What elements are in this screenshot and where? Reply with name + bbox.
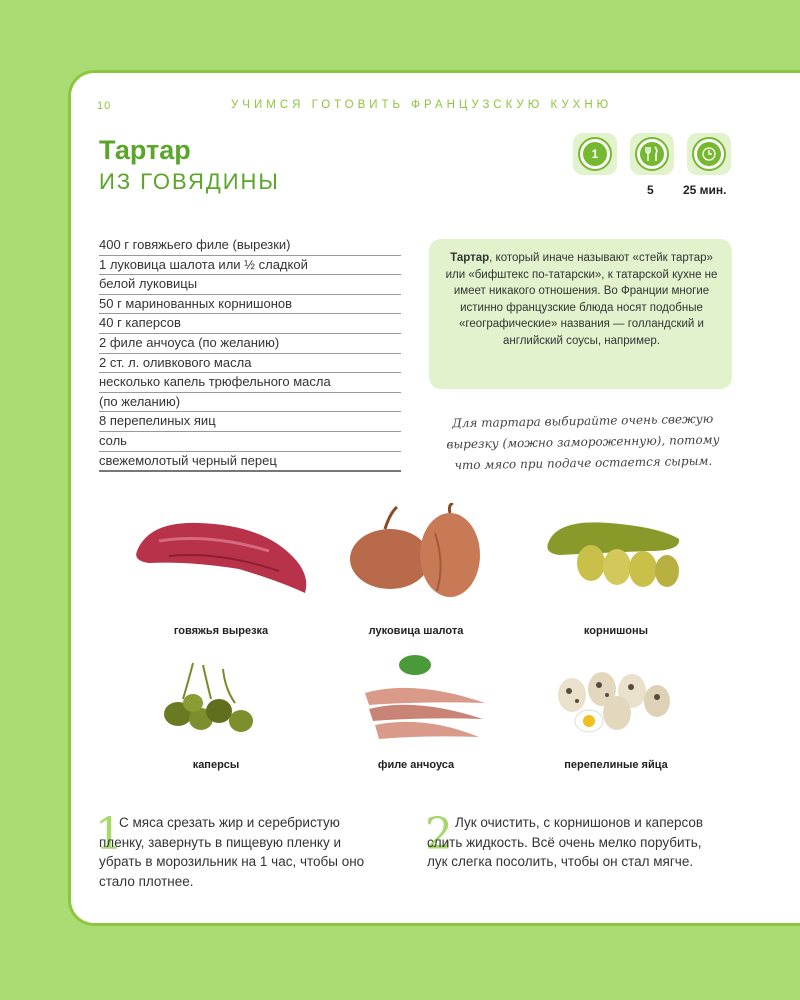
step-text: Лук очистить, с корнишонов и каперсов слить жидкость. Всё очень мелко порубить, лук слегка посолить, чтобы он стал мягче. bbox=[427, 815, 704, 870]
note-text: , который иначе называют «стейк тартар» или «бифштекс по-татарски», к татарской кухне не имеет никакого отношения. Во Франции многие истинно французские блюда носят подобные «географические» названия — голландский и английский соусы, например. bbox=[445, 252, 718, 347]
ingredient-item: 1 луковица шалота или ½ сладкой белой луковицы bbox=[99, 256, 401, 294]
step-number: 1 bbox=[95, 809, 123, 860]
photo-caption: филе анчоуса bbox=[377, 759, 455, 771]
anchovy-photo bbox=[355, 653, 495, 748]
ingredient-item: 8 перепелиных яиц bbox=[99, 411, 401, 432]
time-value: 25 мин. bbox=[683, 183, 727, 197]
ingredient-item: 2 ст. л. оливкового масла bbox=[99, 354, 401, 374]
step-number: 2 bbox=[425, 809, 453, 860]
shallot-photo bbox=[345, 503, 495, 603]
ingredient-item: 50 г маринованных корнишонов bbox=[99, 294, 401, 315]
beef-tenderloin-photo bbox=[129, 511, 319, 601]
photo-caption: корнишоны bbox=[583, 625, 649, 637]
clock-icon bbox=[687, 133, 731, 175]
info-note bbox=[429, 239, 732, 389]
ingredient-item: свежемолотый черный перец bbox=[99, 452, 277, 468]
recipe-page bbox=[68, 70, 800, 926]
ingredient-item: несколько капель трюфельного масла (по желанию) bbox=[99, 373, 401, 411]
servings-icon: 1 bbox=[573, 133, 617, 175]
step-text: С мяса срезать жир и серебристую пленку, завернуть в пищевую пленку и убрать в морозильник на 1 час, чтобы оно стало плотнее. bbox=[99, 815, 365, 889]
ingredients-list bbox=[99, 236, 401, 472]
gherkins-photo bbox=[539, 511, 689, 601]
note-bold: Тартар bbox=[450, 252, 490, 264]
ingredient-item: соль bbox=[99, 432, 401, 452]
recipe-title: Тартар bbox=[99, 135, 191, 165]
photo-caption: перепелиные яйца bbox=[564, 759, 668, 771]
running-head: УЧИМСЯ ГОТОВИТЬ ФРАНЦУЗСКУЮ КУХНЮ bbox=[231, 99, 613, 111]
capers-photo bbox=[153, 659, 263, 739]
recipe-subtitle: ИЗ ГОВЯДИНЫ bbox=[99, 169, 280, 194]
quail-eggs-photo bbox=[547, 665, 677, 740]
photo-caption: говяжья вырезка bbox=[173, 625, 269, 637]
handwritten-tip: Для тартара выбирайте очень свежую вырезку (можно замороженную), потому что мясо при подаче остается сырым. bbox=[446, 411, 720, 473]
servings-value: 5 bbox=[647, 183, 654, 197]
ingredient-item: 40 г каперсов bbox=[99, 314, 401, 334]
page-number: 10 bbox=[97, 100, 112, 112]
ingredient-item: 2 филе анчоуса (по желанию) bbox=[99, 334, 401, 354]
ingredient-item: 400 г говяжьего филе (вырезки) bbox=[99, 236, 401, 256]
cutlery-icon bbox=[630, 133, 674, 175]
photo-caption: каперсы bbox=[192, 759, 240, 771]
photo-caption: луковица шалота bbox=[368, 625, 464, 637]
